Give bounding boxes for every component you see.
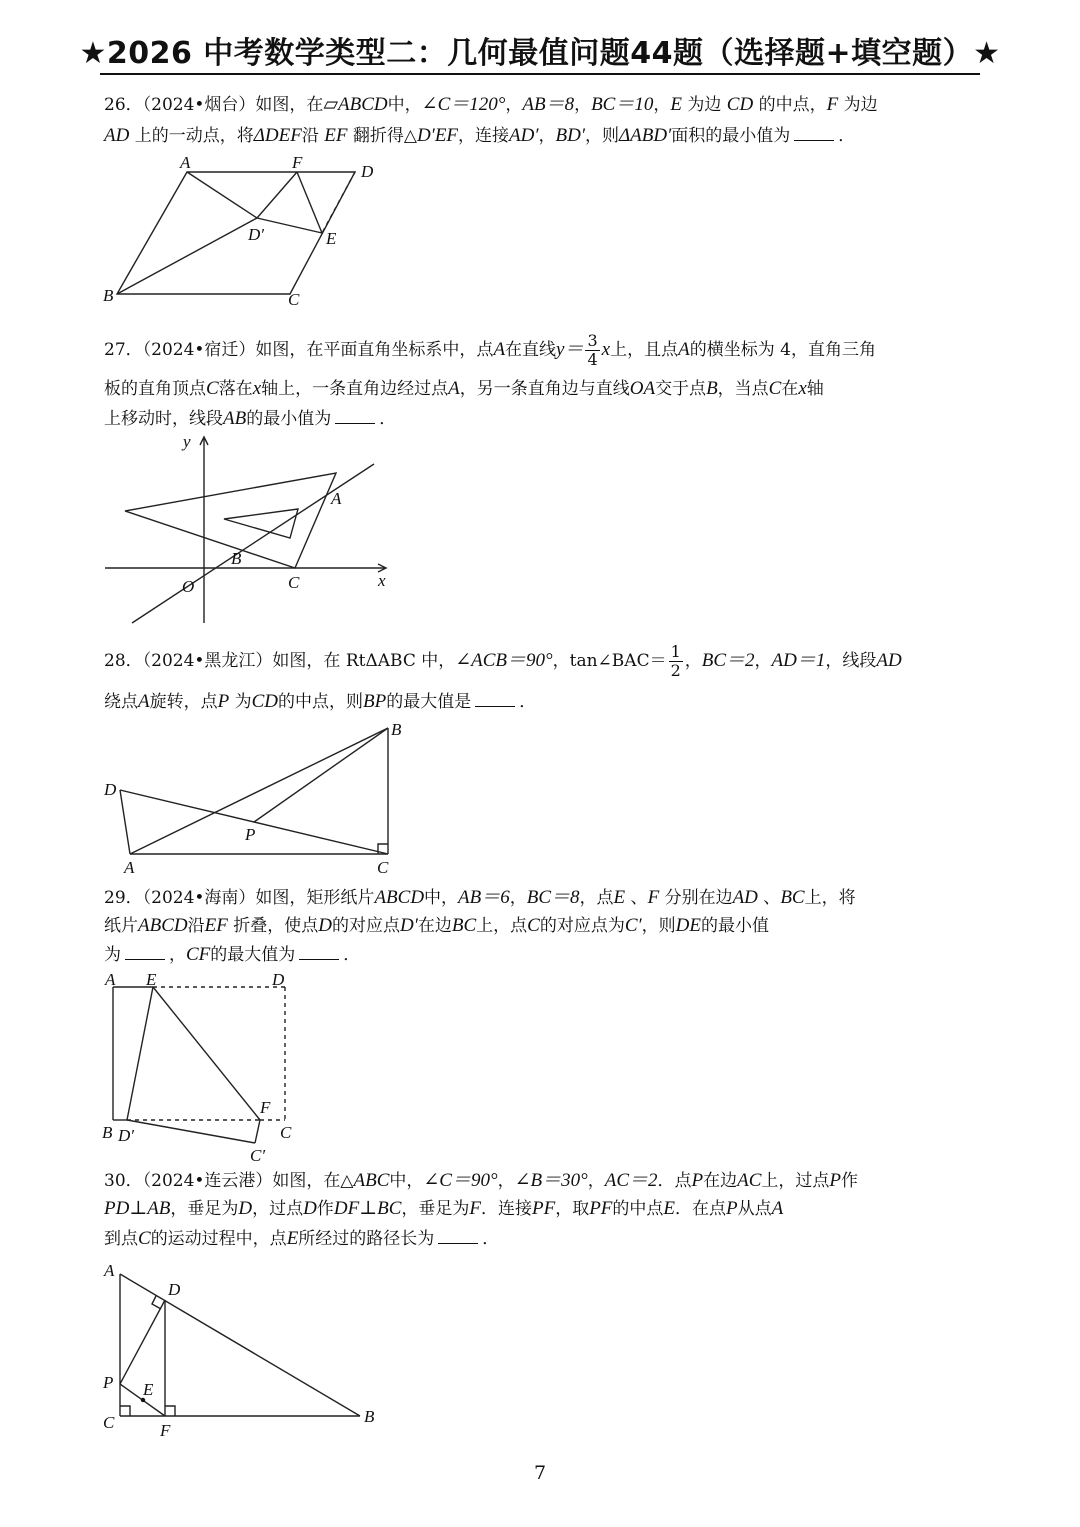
q30-math: AC: [737, 1170, 762, 1191]
q27-label-y: y: [183, 432, 191, 451]
q30-math: D: [303, 1198, 317, 1219]
q26-text: 上的一动点，将: [129, 126, 254, 146]
q28-label-P: P: [245, 825, 256, 844]
q27-text: ，另一条直角边与直线: [459, 379, 630, 399]
q27-math: OA: [629, 378, 656, 399]
q30-line-2: [104, 1196, 783, 1222]
q26-figure: [100, 150, 390, 310]
q27-math: x: [252, 378, 262, 399]
q28-fraction-denominator: 2: [670, 661, 681, 680]
q26-math: D′EF: [416, 125, 459, 146]
q28-line-1: [104, 643, 902, 680]
q27-text: 板的直角顶点: [104, 379, 206, 399]
q28-text: ，: [684, 651, 702, 671]
q29-text: ，: [169, 945, 186, 965]
q26-text: 翻折得△: [347, 126, 417, 146]
q29-text: 、: [757, 888, 781, 908]
q30-text: ，垂足为: [170, 1199, 239, 1219]
answer-blank: [125, 941, 165, 960]
q30-right-angle-C: [120, 1406, 130, 1416]
q26-math: ΔABD′: [619, 125, 672, 146]
answer-blank: [438, 1225, 478, 1244]
q30-math: P: [726, 1198, 738, 1219]
q27-label-x: x: [378, 571, 386, 590]
q29-segment-ED-prime: [127, 987, 153, 1120]
q28-text: ．: [519, 692, 537, 712]
q27-text: 在直线: [505, 340, 557, 360]
q27-math: A: [678, 339, 690, 360]
q27-line-3: [104, 405, 396, 432]
q28-label-C: C: [377, 858, 389, 877]
page-number: 7: [533, 1462, 547, 1484]
header-divider: [100, 73, 980, 75]
q29-text: 上，点: [476, 916, 528, 936]
q26-text: ，: [505, 95, 523, 115]
q30-label-B: B: [364, 1407, 375, 1426]
q29-label-F: F: [260, 1098, 271, 1117]
q29-math: DE: [675, 915, 701, 936]
q28-line-2: [104, 688, 536, 715]
q30-math: ∠C＝90°: [423, 1170, 498, 1191]
q27-math: C: [768, 378, 782, 399]
q27-text: 轴: [806, 379, 824, 399]
q26-math: EF: [324, 125, 348, 146]
q28-math: P: [217, 691, 230, 712]
q26-math: BD′: [555, 125, 585, 146]
q27-text: 交于点: [655, 379, 707, 399]
q30-text: 的中点: [612, 1199, 664, 1219]
q30-math: ∠B＝30°: [514, 1170, 588, 1191]
page-header-title: ★2026 中考数学类型二：几何最值问题44题（选择题+填空题）★: [79, 36, 1001, 71]
q30-text: ，: [497, 1171, 515, 1191]
q29-math: EF: [204, 915, 228, 936]
q29-text: 为: [104, 945, 121, 965]
q30-math: P: [691, 1170, 704, 1191]
q30-text: ，: [587, 1171, 605, 1191]
q30-math: F: [469, 1198, 481, 1219]
q28-math: CD: [251, 691, 279, 712]
q27-label-O: O: [182, 577, 195, 596]
q29-segment-D-prime-C-prime: [127, 1120, 255, 1143]
q30-math: PF: [531, 1198, 556, 1219]
q29-text: 29．（2024•海南）如图，矩形纸片: [104, 888, 375, 908]
answer-blank: [335, 405, 375, 424]
q29-line-1: [104, 885, 856, 911]
q30-label-P: P: [103, 1373, 114, 1392]
q30-text: 上，过点: [761, 1171, 830, 1191]
q29-label-B: B: [102, 1123, 113, 1142]
q27-math: AB: [223, 408, 247, 429]
q27-text: 轴上，一条直角边经过点: [261, 379, 449, 399]
q26-label-D: D: [361, 162, 374, 181]
q26-math: CD: [726, 94, 754, 115]
q26-line-1: [104, 92, 878, 118]
q27-math: x: [601, 339, 611, 360]
q26-text: ，: [574, 95, 592, 115]
q26-math: ▱ABCD: [323, 94, 388, 115]
q26-text: 为边: [681, 95, 727, 115]
q29-label-C-prime: C′: [250, 1146, 266, 1165]
q28-math: BP: [363, 691, 387, 712]
q29-text: 上，将: [804, 888, 856, 908]
q30-label-C: C: [103, 1413, 115, 1432]
q30-text: ．点: [657, 1171, 692, 1191]
q29-math: CF: [186, 944, 211, 965]
q27-fraction-denominator: 4: [587, 350, 598, 369]
q29-math: ABCD: [138, 915, 188, 936]
q27-line-1: [104, 332, 876, 369]
q26-segment-FE: [297, 172, 322, 233]
q27-label-A: A: [331, 489, 342, 508]
q29-text: 的最大值为: [210, 945, 296, 965]
q26-text: 面积的最小值为: [671, 126, 791, 146]
q28-label-B: B: [391, 720, 402, 739]
q26-label-F: F: [292, 153, 303, 172]
q29-math: BC: [780, 887, 805, 908]
q26-math: AB＝8: [522, 94, 575, 115]
q30-text: ．在点: [675, 1199, 727, 1219]
answer-blank: [299, 941, 339, 960]
q28-text: 的中点，则: [278, 692, 364, 712]
q28-fraction: [669, 643, 683, 680]
q27-text: 上移动时，线段: [104, 409, 223, 429]
q29-math: C: [527, 915, 540, 936]
q30-math: ABC: [353, 1170, 390, 1191]
q30-label-D: D: [168, 1280, 181, 1299]
q27-text: ，当点: [717, 379, 769, 399]
q30-math: E: [663, 1198, 676, 1219]
q29-segment-FC-prime: [255, 1120, 260, 1143]
q26-text: ，连接: [458, 126, 510, 146]
q26-label-B: B: [103, 286, 114, 305]
q29-text: 分别在边: [659, 888, 733, 908]
q27-text: ．: [379, 409, 397, 429]
q30-math: DF⊥BC: [333, 1198, 402, 1219]
q30-segment-PD: [120, 1300, 165, 1384]
q26-text: ，: [653, 95, 671, 115]
q30-text: ，取: [555, 1199, 590, 1219]
q26-math: F: [826, 94, 839, 115]
q29-text: 纸片: [104, 916, 138, 936]
q28-figure: [100, 718, 410, 878]
q29-line-3: [104, 941, 360, 968]
q27-math: C: [206, 378, 219, 399]
q28-math: ∠ACB＝90°: [455, 650, 553, 671]
q29-text: ，点: [579, 888, 614, 908]
q29-text: 的最小值: [701, 916, 769, 936]
q30-text: 到点: [104, 1229, 138, 1249]
q26-math: E: [670, 94, 682, 115]
q30-text: 在边: [703, 1171, 738, 1191]
q29-text: 沿: [187, 916, 205, 936]
q29-text: ．: [343, 945, 361, 965]
q28-fraction-numerator: 1: [670, 642, 681, 661]
q26-text: 为边: [838, 95, 878, 115]
q28-text: ，: [552, 651, 570, 671]
q27-line-2: [104, 376, 824, 402]
q27-fraction-numerator: 3: [587, 331, 598, 350]
q26-text: 26．（2024•烟台）如图，在: [104, 95, 324, 115]
q29-line-2: [104, 913, 769, 939]
q26-text: ，: [538, 126, 556, 146]
q28-math: A: [138, 691, 150, 712]
q29-text: ，则: [641, 916, 676, 936]
q29-segment-EF: [153, 987, 260, 1120]
q28-label-D: D: [104, 780, 117, 799]
q30-text: 作: [841, 1171, 858, 1191]
q30-text: ，过点: [252, 1199, 304, 1219]
q26-label-D-prime: D′: [248, 225, 264, 244]
q29-math: ABCD: [374, 887, 425, 908]
q27-math: B: [706, 378, 718, 399]
q30-label-A: A: [104, 1261, 115, 1280]
q28-math: AD: [876, 650, 902, 671]
q27-fraction: [585, 332, 599, 369]
q30-label-E: E: [143, 1380, 154, 1399]
q29-math: AB＝6: [458, 887, 510, 908]
q26-math: ΔDEF: [253, 125, 302, 146]
q29-math: F: [647, 887, 660, 908]
q30-text: 30．（2024•连云港）如图，在△: [104, 1171, 354, 1191]
q26-label-A: A: [180, 153, 191, 172]
q30-text: ，垂足为: [401, 1199, 470, 1219]
q29-text: ，: [509, 888, 527, 908]
q28-math: tan∠BAC＝: [569, 651, 667, 671]
q30-right-angle-F: [165, 1406, 175, 1416]
q29-text: 在边: [417, 916, 452, 936]
q30-figure: [100, 1258, 390, 1443]
q29-label-A: A: [105, 970, 116, 989]
q30-text: 的运动过程中，点: [150, 1229, 287, 1249]
q29-math: E: [613, 887, 626, 908]
q30-text: ．: [482, 1229, 500, 1249]
q27-text: 的最小值为: [246, 409, 332, 429]
q27-math: A: [448, 378, 460, 399]
q27-figure: [100, 430, 400, 630]
q26-text: 沿: [301, 126, 325, 146]
q28-segment-AD: [120, 790, 130, 854]
q30-text: 作: [316, 1199, 334, 1219]
q30-text: 中，: [389, 1171, 424, 1191]
q28-segment-AB: [130, 728, 388, 854]
q30-math: D: [238, 1198, 253, 1219]
q26-math: AD: [104, 125, 130, 146]
q26-math: ∠C＝120°: [421, 94, 506, 115]
q28-text: ，线段: [825, 651, 877, 671]
q29-text: 折叠，使点: [227, 916, 319, 936]
q27-label-C: C: [288, 573, 300, 592]
q29-text: 、: [625, 888, 648, 908]
q30-text: ．连接: [480, 1199, 532, 1219]
q29-math: AD: [732, 887, 758, 908]
q28-text: ，: [754, 651, 772, 671]
q28-text: 旋转，点: [149, 692, 218, 712]
q29-label-C: C: [280, 1123, 292, 1142]
q28-text: 为: [229, 692, 252, 712]
q30-line-1: [104, 1168, 858, 1194]
q27-math: y＝: [556, 339, 584, 360]
q27-math: x: [798, 378, 807, 399]
q29-text: 的对应点为: [539, 916, 625, 936]
q29-math: C′: [624, 915, 642, 936]
q28-label-A: A: [124, 858, 135, 877]
q28-math: AD＝1: [771, 650, 826, 671]
q29-math: BC: [451, 915, 477, 936]
q29-label-E: E: [146, 970, 157, 989]
q30-math: P: [829, 1170, 841, 1191]
q29-text: 中，: [424, 888, 459, 908]
q30-math: PD⊥AB: [104, 1198, 171, 1219]
q30-math: E: [286, 1228, 299, 1249]
q26-text: ．: [838, 126, 856, 146]
q27-text: 上，且点: [610, 340, 679, 360]
q29-math: D: [318, 915, 332, 936]
q30-label-F: F: [160, 1421, 171, 1440]
q29-math: BC＝8: [526, 887, 580, 908]
q26-line-2: [104, 122, 855, 149]
q30-text: 从点: [737, 1199, 772, 1219]
q26-segment-FD-prime: [257, 172, 297, 218]
q28-math: BC＝2: [701, 650, 755, 671]
q29-text: 的对应点: [331, 916, 400, 936]
q26-text: ，则: [585, 126, 619, 146]
q27-label-B: B: [231, 549, 242, 568]
q26-segment-DE-dashed: [322, 172, 355, 233]
q27-triangle-inner: [224, 509, 298, 538]
q27-text: 在: [781, 379, 799, 399]
q30-math: C: [138, 1228, 151, 1249]
q26-math: AD′: [509, 125, 539, 146]
q30-math: A: [771, 1198, 784, 1219]
q26-label-E: E: [326, 229, 337, 248]
q29-label-D-prime: D′: [118, 1126, 134, 1145]
q26-label-C: C: [288, 290, 300, 309]
q27-text: 27．（2024•宿迁）如图，在平面直角坐标系中，点: [104, 340, 494, 360]
answer-blank: [794, 122, 834, 141]
q29-figure: [100, 965, 310, 1170]
q27-text: 落在: [218, 379, 253, 399]
q26-text: 的中点，: [753, 95, 827, 115]
q28-text: 28．（2024•黑龙江）如图，在 RtΔABC 中，: [104, 651, 456, 671]
q30-segment-AB: [120, 1274, 360, 1416]
q28-text: 的最大值是: [386, 692, 472, 712]
q26-math: BC＝10: [591, 94, 654, 115]
q26-text: 中，: [387, 95, 422, 115]
q30-text: 所经过的路径长为: [298, 1229, 435, 1249]
q26-segment-D-prime-E: [257, 218, 322, 233]
q28-text: 绕点: [104, 692, 138, 712]
q27-math: A: [493, 339, 506, 360]
q27-text: 的横坐标为 4，直角三角: [689, 340, 876, 360]
q26-segment-AD-prime: [187, 172, 257, 218]
q29-label-D: D: [272, 970, 285, 989]
answer-blank: [475, 688, 515, 707]
q30-line-3: [104, 1225, 499, 1252]
q29-math: D′: [399, 915, 418, 936]
q30-math: AC＝2: [604, 1170, 658, 1191]
q28-segment-BP: [254, 728, 388, 822]
q30-math: PF: [589, 1198, 613, 1219]
